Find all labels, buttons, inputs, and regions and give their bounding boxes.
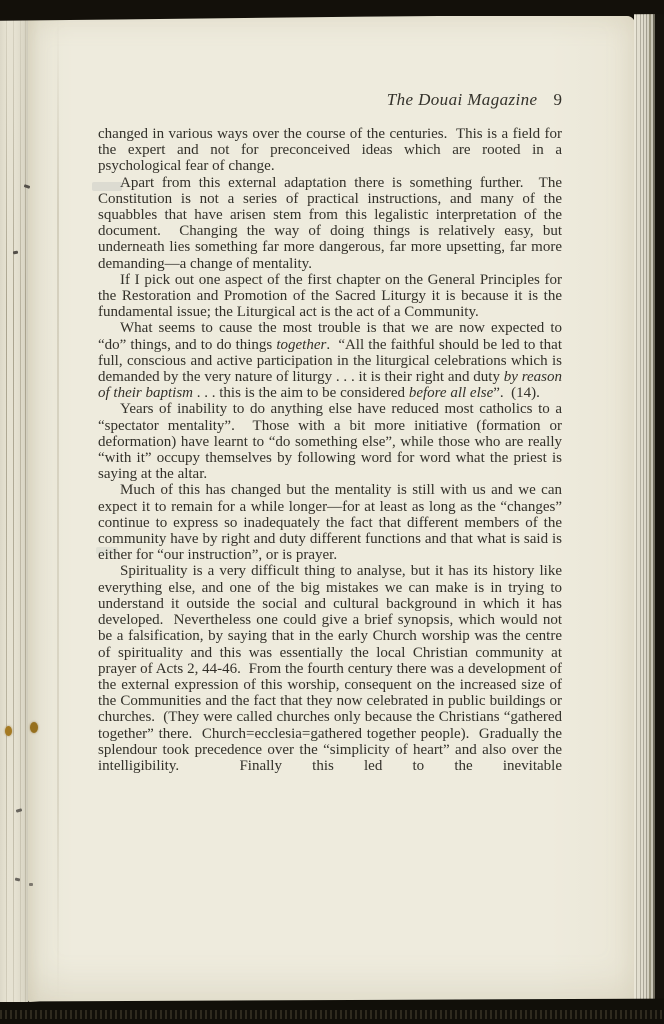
body-text: If I pick out one aspect of the first chapter on the General Principles for the Restoration and Promotion of the Sacred Liturgy it is because it is the fundamental issue; the Liturgical act is the act of a Community. xyxy=(98,271,566,321)
body-text: What seems to cause the most trouble is that we are now expected to “do” things, and to do things xyxy=(98,320,566,353)
scan-smudge xyxy=(96,547,118,554)
paragraph xyxy=(98,320,566,402)
book-cover-texture xyxy=(0,1010,664,1019)
body-text: ”. (14). xyxy=(493,385,540,402)
paragraph xyxy=(98,271,566,321)
emphasized-text: before all else xyxy=(408,385,494,402)
body-text: Apart from this external adaptation there is something further. The Constitution is not a series of practical instructions, and many of the squabbles that have arisen stem from this legalistic interpretation of the document. Changing the way of doing things is relatively easy, but underneath lies something far more dangerous, far more upsetting, far more demanding—a change of mentality. xyxy=(98,174,566,272)
page-edge-line xyxy=(25,16,26,1002)
gutter-crease xyxy=(57,16,59,1002)
page-edges-right xyxy=(634,13,664,1005)
body-text: . “All the faithful should be led to that full, conscious and active participation in the liturgical celebrations which is demanded by the very nature of liturgy . . . it is their right and duty xyxy=(98,336,566,386)
body-text: changed in various ways over the course of the centuries. This is a field for the expert and not for preconceived ideas which are rooted in a psychological fear of change. xyxy=(98,126,566,175)
scan-smudge xyxy=(92,182,122,191)
body-text: . . . this is the aim to be considered xyxy=(193,385,409,402)
page-edges-left xyxy=(0,16,28,1002)
emphasized-text: by reason of their baptism xyxy=(98,369,566,402)
paragraph xyxy=(98,126,566,175)
binding-stitch-mark xyxy=(29,883,33,886)
paragraph xyxy=(98,563,566,774)
journal-title: The Douai Magazine xyxy=(386,90,538,109)
body-text: Spirituality is a very difficult thing to analyse, but it has its history like everything else, and one of the big mistakes we can make is in trying to understand it outside the social and cultural background in which it has developed. Nevertheless one could give a brief synopsis, which would not be a falsification, by saying that in the early Church worship was the centre of spirituality and this was essentially the local Christian community at prayer of Acts 2, 44-46. From the fourth century there was a development of the external expression of this worship, consequent on the increased size of the Communities and the fact that they now celebrated in public buildings or churches. (They were called churches only because the Christians “gathered together” there. Church=ecclesia=gathered together people). Gradually the splendour took precedence over the “simplicity of heart” and also over the intelligibility. Finally this led to the inevitable xyxy=(98,563,566,774)
book-page xyxy=(28,16,635,1002)
emphasized-text: together xyxy=(276,336,327,353)
binding-stitch-dot xyxy=(30,722,38,733)
paragraph xyxy=(98,482,566,564)
page-edge-line xyxy=(20,16,21,1002)
page-edge-line xyxy=(13,16,14,1002)
page-number: 9 xyxy=(553,90,562,109)
page-edge-line xyxy=(6,16,7,1002)
body-text: Much of this has changed but the mentality is still with us and we can expect it to remain for a while longer—for at least as long as the “changes” continue to express so inadequately the fact that different members of the community have by right and duty different functions and that what is said is either for “our instruction”, or is prayer. xyxy=(98,482,566,564)
body-text: Years of inability to do anything else have reduced most catholics to a “spectator mentality”. Those with a bit more initiative (formation or deformation) have learnt to “do something else”, while those who are really “with it” occupy themselves by following word for word what the priest is saying at the altar. xyxy=(98,401,566,483)
text-block xyxy=(98,126,566,774)
paragraph xyxy=(98,401,566,483)
binding-stitch-dot xyxy=(5,726,12,736)
paragraph xyxy=(98,174,566,272)
running-header xyxy=(98,90,562,110)
